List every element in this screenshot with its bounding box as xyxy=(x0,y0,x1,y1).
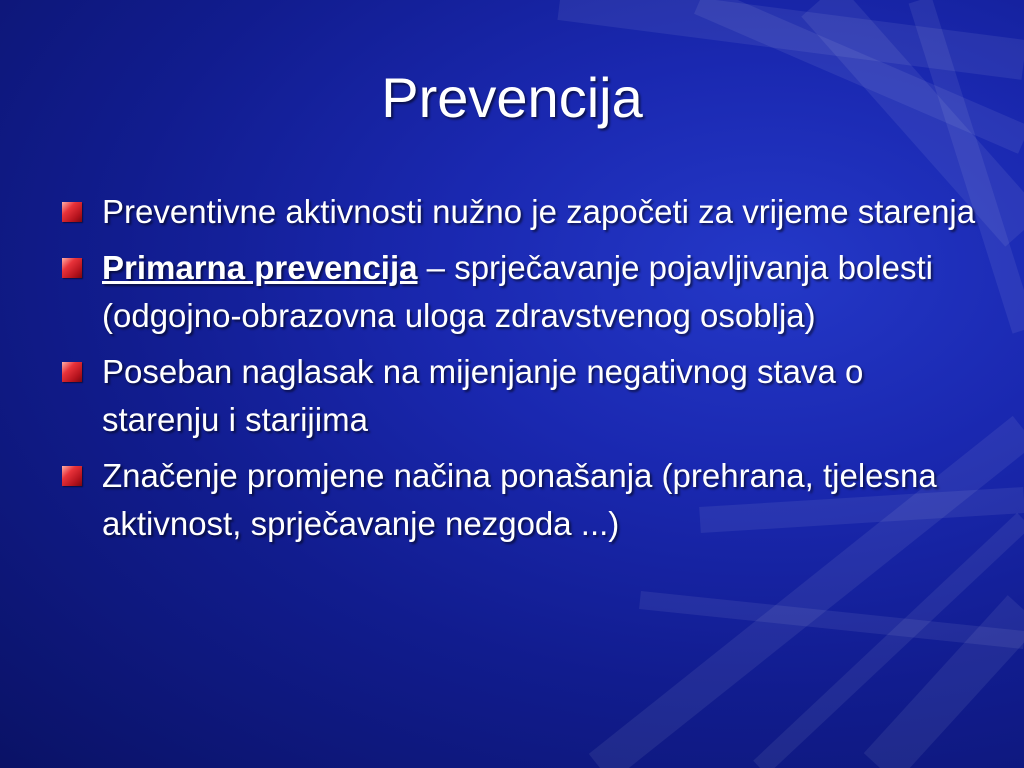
slide-title: Prevencija xyxy=(381,66,643,129)
square-bullet-icon xyxy=(62,466,82,486)
bullet-term: Primarna prevencija xyxy=(102,249,418,286)
square-bullet-icon xyxy=(62,202,82,222)
bullet-text: Značenje promjene načina ponašanja (prehrana, tjelesna aktivnost, sprječavanje nezgoda ...) xyxy=(102,457,937,542)
bullet-text: Poseban naglasak na mijenjanje negativnog stava o starenju i starijima xyxy=(102,353,864,438)
bullet-text: – sprječavanje pojavljivanja bolesti (odgojno-obrazovna uloga zdravstvenog osoblja) xyxy=(102,249,933,334)
bullet-item-3 xyxy=(62,348,982,444)
square-bullet-icon xyxy=(62,362,82,382)
bullet-item-1 xyxy=(62,188,982,236)
bullet-item-2 xyxy=(62,244,982,340)
bullet-text: Preventivne aktivnosti nužno je započeti za vrijeme starenja xyxy=(102,193,976,230)
bullet-item-4 xyxy=(62,452,982,548)
square-bullet-icon xyxy=(62,258,82,278)
bullet-list xyxy=(62,188,982,556)
